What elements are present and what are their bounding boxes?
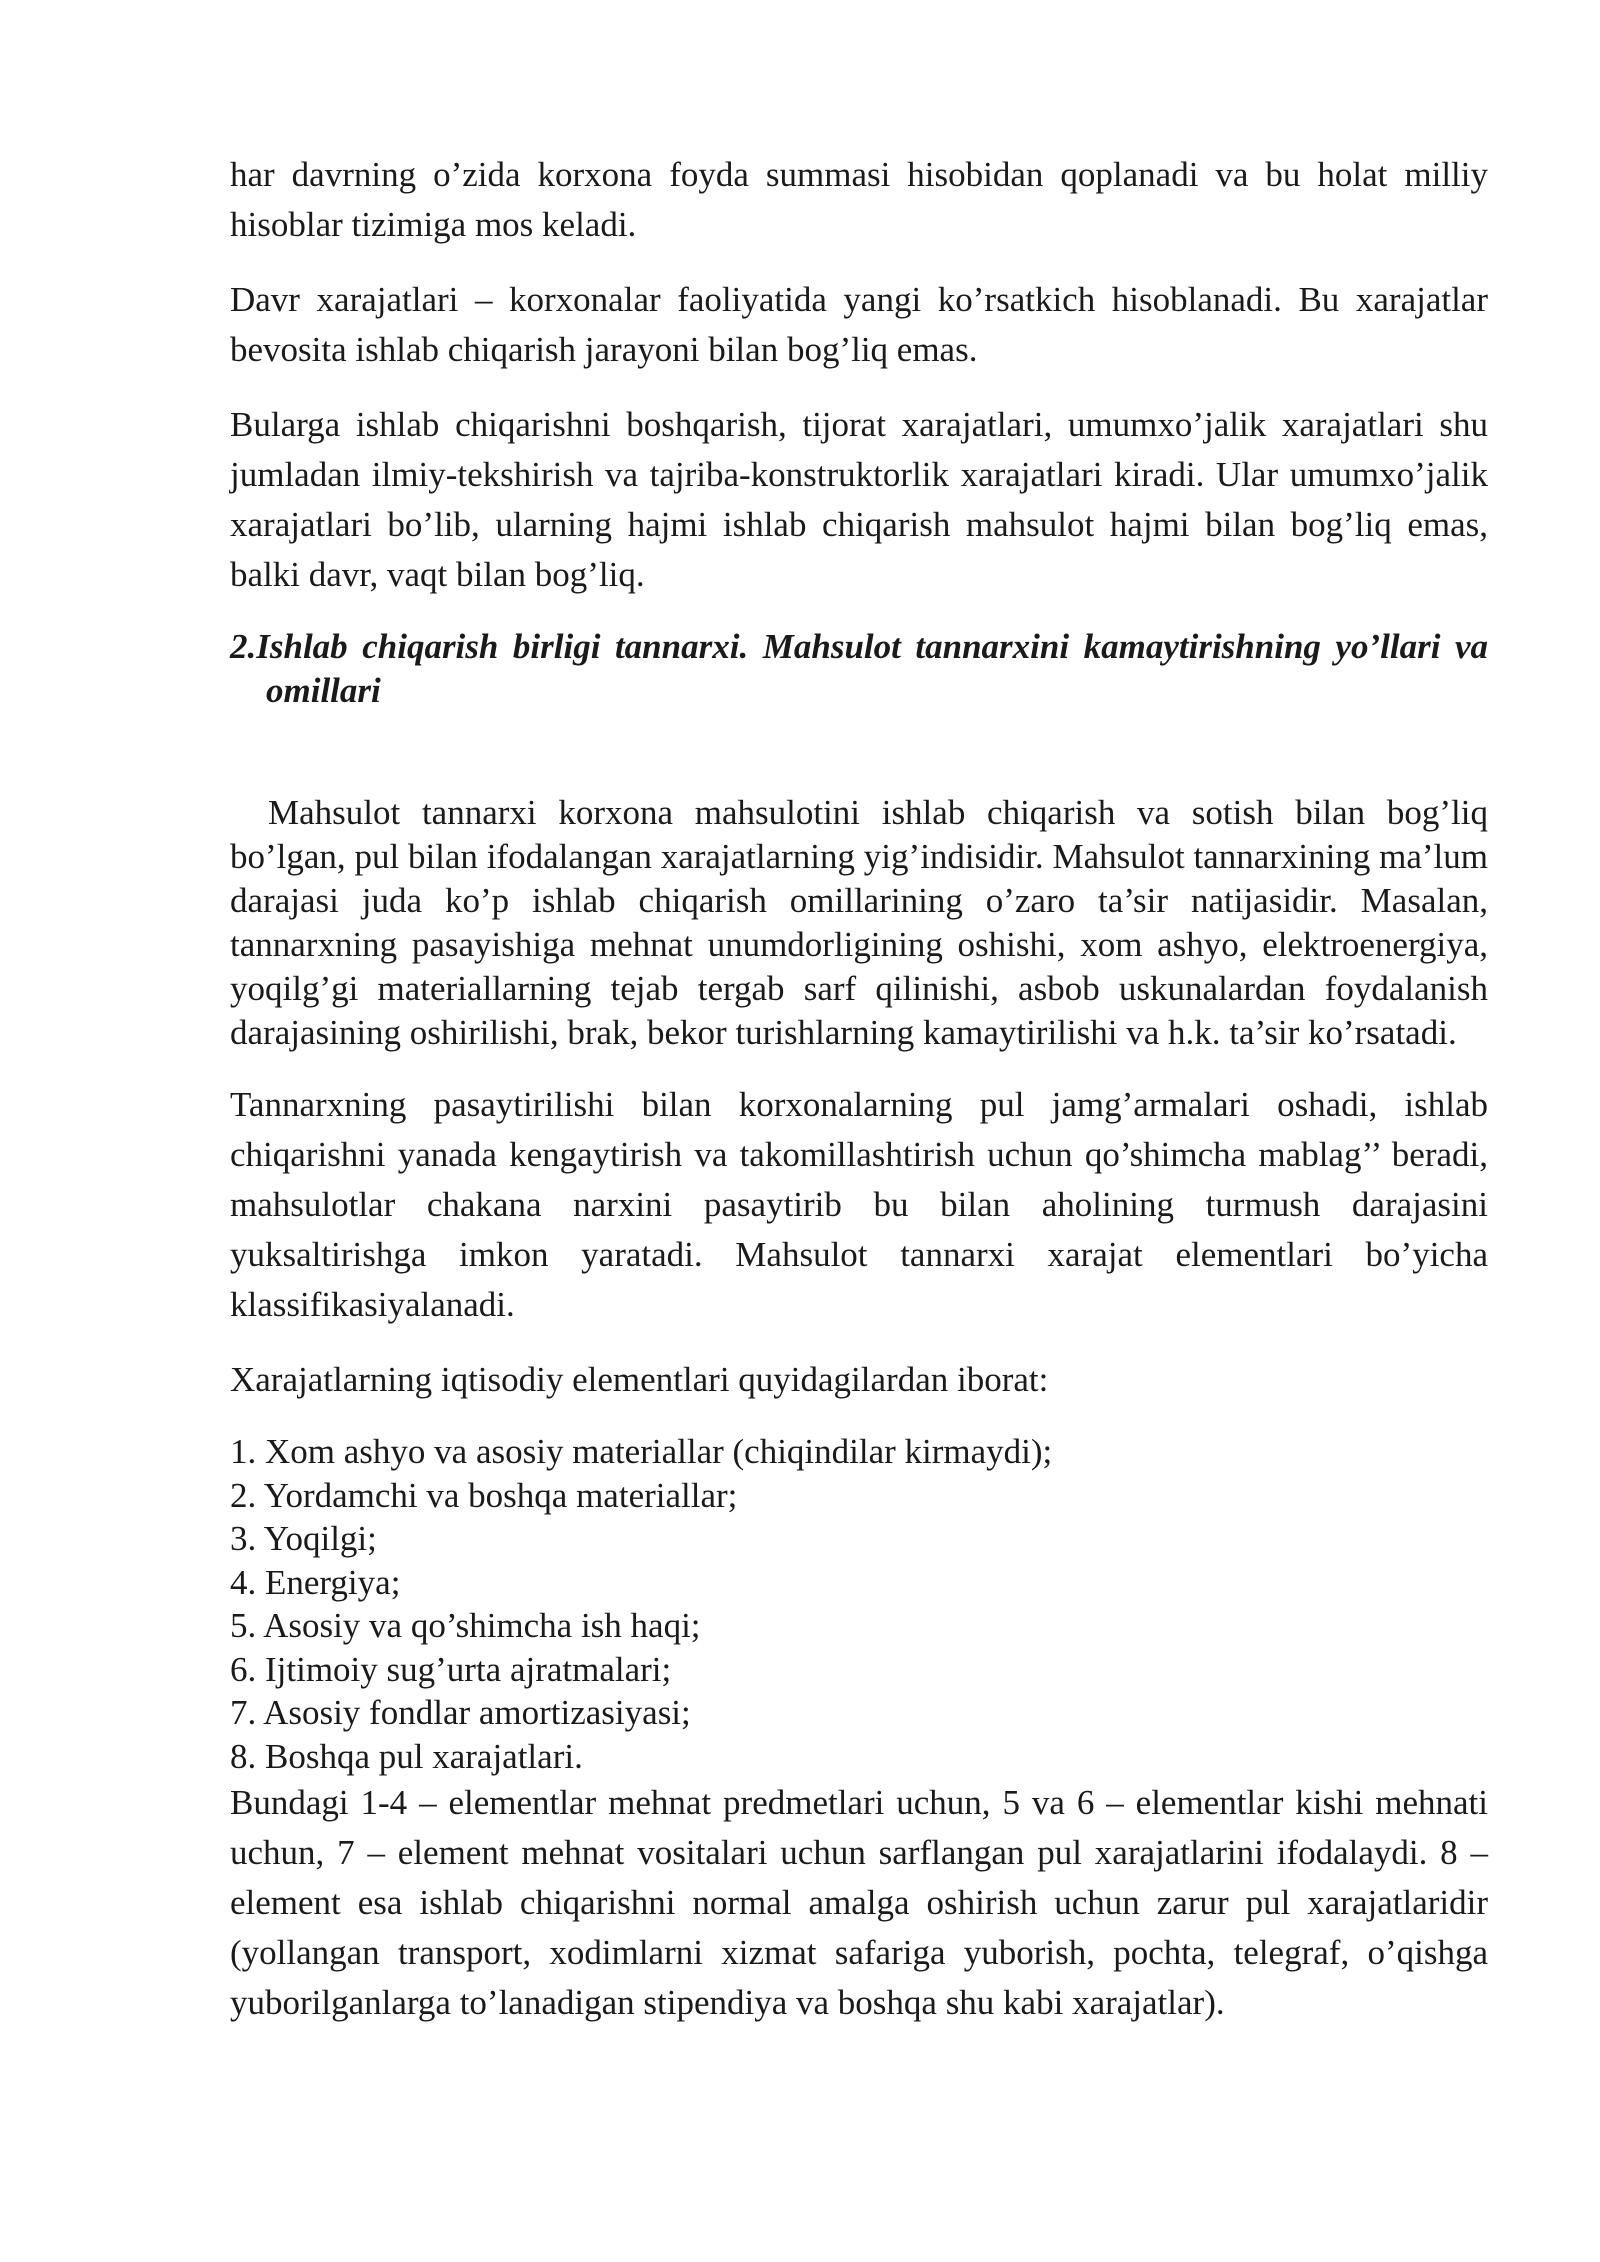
cost-elements-list (230, 1430, 1488, 1778)
list-item: 5. Asosiy va qo’shimcha ish haqi; (230, 1606, 701, 1645)
list-item: 1. Xom ashyo va asosiy materiallar (chiqindilar kirmaydi); (230, 1432, 1053, 1471)
list-item: 4. Energiya; (230, 1562, 401, 1602)
document-page (230, 150, 1488, 2028)
list-item: 6. Ijtimoiy sug’urta ajratmalari; (230, 1649, 672, 1689)
list-item: 2. Yordamchi va boshqa materiallar; (230, 1475, 738, 1515)
paragraph-cost-reduction: Tannarxning pasaytirilishi bilan korxonalarning pul jamg’armalari oshadi, ishlab chiqarishni yanada kengaytirish va takomillashtirish uchun qo’shimcha mablag’’ beradi, mahsulotlar chakana narxini pasaytirib bu bilan aholining turmush darajasini yuksaltirishga imkon yaratadi. Mahsulot tannarxi xarajat elementlari bo’yicha klassifikasiyalanadi. (230, 1085, 1488, 1324)
list-item: 8. Boshqa pul xarajatlari. (230, 1736, 583, 1776)
paragraph-elements-intro: Xarajatlarning iqtisodiy elementlari quyidagilardan iborat: (230, 1360, 1049, 1399)
paragraph-cost-definition: Mahsulot tannarxi korxona mahsulotini ishlab chiqarish va sotish bilan bog’liq bo’lgan, pul bilan ifodalangan xarajatlarning yig’indisidir. Mahsulot tannarxining ma’lum darajasi juda ko’p ishlab chiqarish omillarining o’zaro ta’sir natijasidir. Masalan, tannarxning pasayishiga mehnat unumdorligining oshishi, xom ashyo, elektroenergiya, yoqilg’gi materiallarning tejab tergab sarf qilinishi, asbob uskunalardan foydalanish darajasining oshirilishi, brak, bekor turishlarning kamaytirilishi va h.k. ta’sir ko’rsatadi. (230, 793, 1488, 1052)
paragraph-intro: har davrning o’zida korxona foyda summasi hisobidan qoplanadi va bu holat milliy hisoblar tizimiga mos keladi. (230, 155, 1488, 244)
section-heading: 2.Ishlab chiqarish birligi tannarxi. Mahsulot tannarxini kamaytirishning yo’llari va omillari (230, 627, 1488, 710)
paragraph-period-costs-detail: Bularga ishlab chiqarishni boshqarish, tijorat xarajatlari, umumxo’jalik xarajatlari shu jumladan ilmiy-tekshirish va tajriba-konstruktorlik xarajatlari kiradi. Ular umumxo’jalik xarajatlari bo’lib, ularning hajmi ishlab chiqarish mahsulot hajmi bilan bog’liq emas, balki davr, vaqt bilan bog’liq. (230, 405, 1488, 594)
list-item: 7. Asosiy fondlar amortizasiyasi; (230, 1693, 691, 1732)
list-item: 3. Yoqilgi; (230, 1519, 377, 1558)
paragraph-elements-explanation: Bundagi 1-4 – elementlar mehnat predmetlari uchun, 5 va 6 – elementlar kishi mehnati uchun, 7 – element mehnat vositalari uchun sarflangan pul xarajatlarini ifodalaydi. 8 – element esa ishlab chiqarishni normal amalga oshirish uchun zarur pul xarajatlaridir (yollangan transport, xodimlarni xizmat safariga yuborish, pochta, telegraf, o’qishga yuborilganlarga to’lanadigan stipendiya va boshqa shu kabi xarajatlar). (230, 1783, 1488, 2022)
paragraph-period-costs: Davr xarajatlari – korxonalar faoliyatida yangi ko’rsatkich hisoblanadi. Bu xarajatlar bevosita ishlab chiqarish jarayoni bilan bog’liq emas. (230, 280, 1488, 369)
